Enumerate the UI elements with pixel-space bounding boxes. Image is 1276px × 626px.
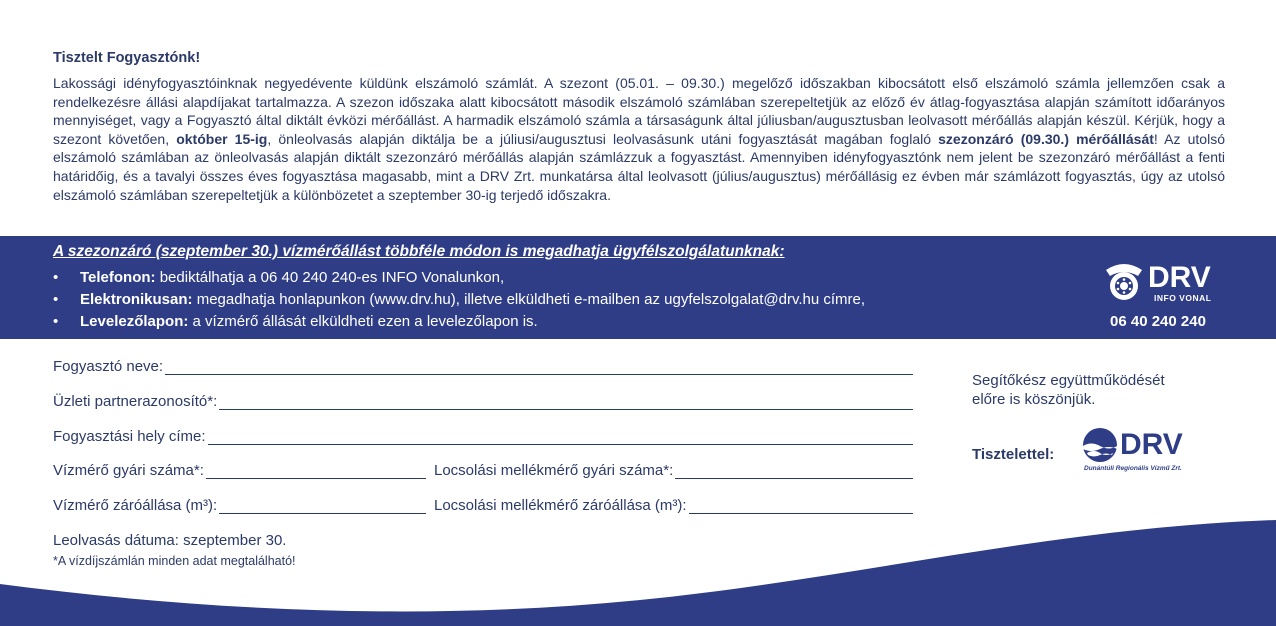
thanks-line-1: Segítőkész együttműködését [972, 372, 1165, 389]
greeting: Tisztelt Fogyasztónk! [53, 50, 201, 66]
meter-serial-field[interactable] [206, 462, 426, 479]
bullet: • [53, 313, 59, 330]
letter-text-1: Lakossági idényfogyasztóinknak negyedévente küldünk elszámoló számlát. A szezont (05.01. – 09.30.) megelőző időszakban kibocsátott első elszámoló számla jellemzően csak a rendelkezésre állási alapdíjakat tartalmazza. A szezon időszaka alatt kibocsátott második elszámoló számlában szerepeltetjük az előző év átlag-fogyasztása alapján számított időarányos mennyiséget, vagy a Fogyasztó által diktált évközi mérőállást. A harmadik elszámoló számla a társaságunk által júliusban/augusztusban leolvasott mérőállás alapján készül. Kérjük, hogy a szezont követően, [53, 75, 1225, 147]
reading-date: Leolvasás dátuma: szeptember 30. [53, 532, 287, 549]
irrigation-serial-row [434, 462, 913, 479]
footnote: *A vízdíjszámlán minden adat megtalálható! [53, 554, 296, 568]
letter [53, 50, 1225, 204]
logo-subtitle: INFO VONAL [1154, 293, 1212, 303]
letter-text-2: , önleolvasás alapján diktálja be a júliusi/augusztusi leolvasásunk utáni fogyasztását magában foglaló [267, 130, 939, 147]
drv-info-logo [1100, 254, 1230, 334]
partner-label: Üzleti partnerazonosító*: [53, 393, 218, 410]
thanks-text [972, 371, 1165, 409]
meter-reading-label: Vízmérő záróállása (m³): [53, 497, 218, 514]
drop-logo-icon [1082, 427, 1118, 463]
meter-serial-row [53, 462, 426, 479]
thanks-line-2: előre is köszönjük. [972, 391, 1096, 408]
bullet: • [53, 291, 59, 308]
name-label: Fogyasztó neve: [53, 358, 164, 375]
address-row [53, 428, 913, 445]
address-label: Fogyasztási hely címe: [53, 428, 206, 445]
list-item [53, 311, 865, 333]
bullet: • [53, 269, 59, 286]
method-label: Elektronikusan: [80, 291, 193, 308]
partner-row [53, 393, 913, 410]
regards: Tisztelettel: [972, 446, 1055, 463]
logo-word: DRV [1148, 261, 1211, 294]
contact-band [0, 236, 1276, 339]
wave-decoration [0, 500, 1276, 626]
info-phone-number: 06 40 240 240 [1110, 313, 1206, 330]
band-title: A szezonzáró (szeptember 30.) vízmérőállást többféle módon is megadhatja ügyfélszolgálatunknak: [53, 243, 785, 260]
address-field[interactable] [208, 428, 913, 445]
logo-word: DRV [1120, 428, 1183, 461]
list-item [53, 267, 865, 289]
irrigation-serial-field[interactable] [675, 462, 913, 479]
contact-methods-list [53, 267, 865, 333]
method-label: Telefonon: [80, 269, 156, 286]
partner-id-field[interactable] [219, 393, 913, 410]
method-text: a vízmérő állását elküldheti ezen a levelezőlapon is. [188, 313, 538, 330]
logo-company-name: Dunántúli Regionális Vízmű Zrt. [1084, 465, 1182, 472]
list-item [53, 289, 865, 311]
name-field[interactable] [165, 358, 913, 375]
telephone-icon [1102, 256, 1146, 306]
name-row [53, 358, 913, 375]
method-text: megadhatja honlapunkon (www.drv.hu), illetve elküldheti e-mailben az ugyfelszolgalat@drv.hu címre, [192, 291, 866, 308]
method-text: bediktálhatja a 06 40 240 240-es INFO Vonalunkon, [155, 269, 505, 286]
deadline-bold: október 15-ig [176, 130, 268, 147]
drv-logo [1080, 427, 1190, 477]
letter-text-3: ! Az utolsó elszámoló számlában az önleolvasás alapján diktált szezonzáró mérőállás alapján számlázzuk a fogyasztást. Amennyiben idényfogyasztónk nem jelent be szezonzáró mérőállást a fenti határidőig, és a tavalyi összes éves fogyasztása magasabb, mint a DRV Zrt. munkatársa által leolvasott (július/augusztus) mérőállásig ez évben már számlázott fogyasztás, úgy az utolsó elszámoló számlában szerepeltetjük a különbözetet a szeptember 30-ig terjedő időszakra. [53, 130, 1225, 203]
irrigation-serial-label: Locsolási mellékmérő gyári száma*: [434, 462, 674, 479]
irrigation-reading-label: Locsolási mellékmérő záróállása (m³): [434, 497, 687, 514]
letter-body [53, 74, 1225, 204]
meter-serial-label: Vízmérő gyári száma*: [53, 462, 204, 479]
reading-bold: szezonzáró (09.30.) mérőállását [938, 130, 1154, 147]
method-label: Levelezőlapon: [80, 313, 189, 330]
